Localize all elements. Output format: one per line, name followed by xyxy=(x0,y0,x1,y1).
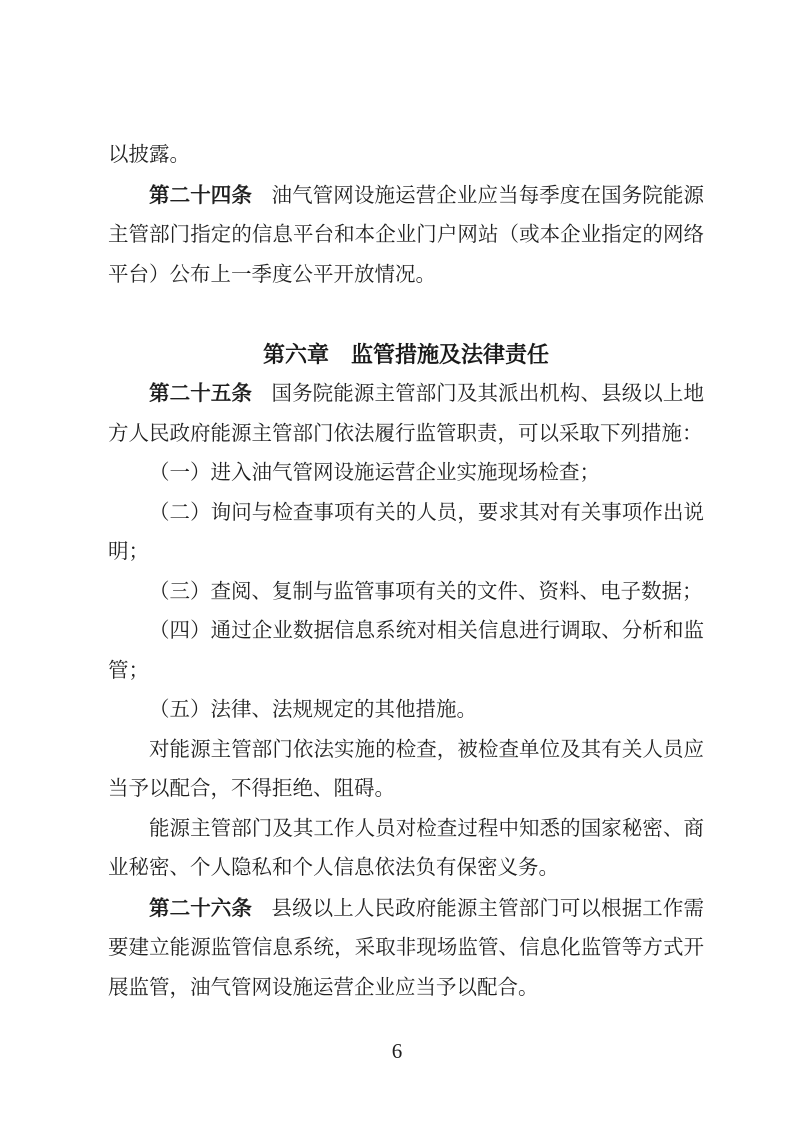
paragraph-confidentiality: 能源主管部门及其工作人员对检查过程中知悉的国家秘密、商业秘密、个人隐私和个人信息依法负有保密义务。 xyxy=(108,817,704,879)
article-25-label: 第二十五条 xyxy=(149,382,253,405)
article-24-text: 油气管网设施运营企业应当每季度在国务院能源主管部门指定的信息平台和本企业门户网站（或本企业指定的网络平台）公布上一季度公平开放情况。 xyxy=(108,184,705,286)
article-26-paragraph xyxy=(108,889,704,1009)
list-item-5: （五）法律、法规规定的其他措施。 xyxy=(149,699,477,721)
article-26-label: 第二十六条 xyxy=(149,896,253,920)
list-item-2: （二）询问与检查事项有关的人员，要求其对有关事项作出说明； xyxy=(108,501,704,563)
article-24-label: 第二十四条 xyxy=(149,183,253,207)
article-26-text: 县级以上人民政府能源主管部门可以根据工作需要建立能源监管信息系统，采取非现场监管、信息化监管等方式开展监管，油气管网设施运营企业应当予以配合。 xyxy=(108,897,705,999)
chapter-6-heading: 第六章 监管措施及法律责任 xyxy=(262,341,549,367)
document-body xyxy=(108,136,704,1008)
list-item-3: （三）查阅、复制与监管事项有关的文件、资料、电子数据； xyxy=(149,580,703,603)
page-number: 6 xyxy=(391,1039,403,1063)
paragraph-inspection-cooperation: 对能源主管部门依法实施的检查，被检查单位及其有关人员应当予以配合，不得拒绝、阻碍。 xyxy=(108,738,704,800)
article-24-paragraph xyxy=(108,176,704,296)
paragraph-continuation: 以披露。 xyxy=(108,144,190,166)
list-item-1: （一）进入油气管网设施运营企业实施现场检查； xyxy=(149,462,600,484)
list-item-4: （四）通过企业数据信息系统对相关信息进行调取、分析和监管； xyxy=(108,620,704,682)
article-25-paragraph xyxy=(108,374,704,454)
article-25-text: 国务院能源主管部门及其派出机构、县级以上地方人民政府能源主管部门依法履行监管职责，可以采取下列措施： xyxy=(108,383,705,445)
